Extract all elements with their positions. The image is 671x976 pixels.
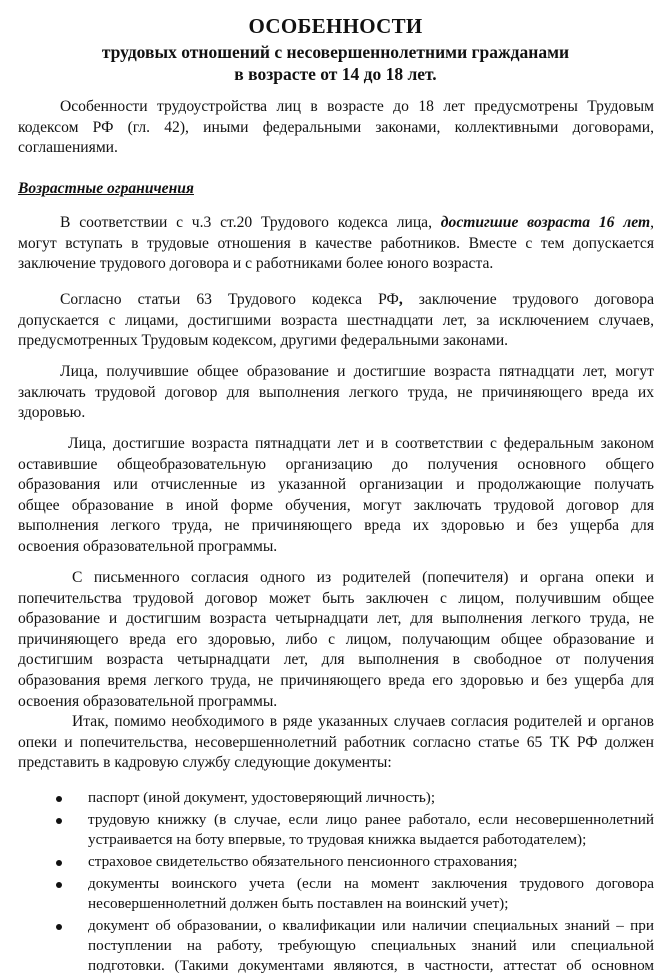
intro-paragraph — [18, 97, 654, 159]
bullet-icon — [56, 882, 62, 888]
paragraph-age-14-consent — [18, 568, 654, 712]
list-item-line: трудовую книжку (в случае, если лицо ранее работало, если несовершеннолетний — [88, 811, 654, 828]
text-run: В соответствии с ч.3 ст.20 Трудового кодекса лица, — [60, 214, 441, 231]
list-item-text — [88, 916, 654, 976]
paragraph-age-15-educated — [18, 362, 654, 424]
list-item-text — [88, 852, 654, 872]
paragraph-line: общее образование в иной форме обучения, могут заключать трудовой договор для — [18, 496, 654, 514]
paragraph-line: образование и достигшим возраста четырнадцати лет, для выполнения легкого труда, не — [18, 610, 654, 628]
section-heading-age-limits: Возрастные ограничения — [18, 180, 194, 197]
list-item-line: поступлении на работу, требующую специальных знаний или специальной — [88, 937, 654, 954]
intro-line: соглашениями. — [18, 139, 118, 157]
list-item-text — [88, 788, 654, 808]
bullet-icon — [56, 860, 62, 866]
intro-line: кодексом РФ (гл. 42), иными федеральными законами, коллективными договорами, — [18, 118, 654, 136]
paragraph-line: достигшим возраста четырнадцати лет, для выполнения в свободное от получения — [18, 651, 654, 669]
text-run: , — [650, 214, 654, 231]
bullet-icon — [56, 818, 62, 824]
paragraph-line: заключение трудового договора и с работниками более юного возраста. — [18, 255, 494, 273]
list-item-line: подготовки. (Такими документами являются, в частности, аттестат об основном — [88, 957, 654, 974]
paragraph-article-63 — [18, 290, 654, 352]
paragraph-line: попечительства трудовой договор может быть заключен с лицом, получившим общее — [18, 589, 654, 607]
paragraph-age-15-left-school — [18, 434, 654, 558]
paragraph-line: Итак, помимо необходимого в ряде указанных случаев согласия родителей и органов — [72, 713, 654, 730]
list-item-line: паспорт (иной документ, удостоверяющий личность); — [88, 789, 436, 806]
paragraph-line: С письменного согласия одного из родителей (попечителя) и органа опеки и — [72, 569, 654, 586]
paragraph-required-documents — [18, 712, 654, 774]
document-subtitle-line-2: в возрасте от 14 до 18 лет. — [234, 64, 437, 84]
paragraph-line — [18, 290, 654, 311]
bold-comma: , — [398, 291, 403, 308]
paragraph-line: образования или отчисленные из указанной организации и продолжающие получать — [18, 476, 654, 494]
list-item-line: устраивается на боту впервые, то трудовая книжка выдается работодателем); — [88, 831, 587, 848]
document-title: ОСОБЕННОСТИ — [248, 14, 423, 38]
list-item-line: страховое свидетельство обязательного пенсионного страхования; — [88, 853, 518, 870]
list-item-text — [88, 810, 654, 850]
paragraph-line: опеки и попечительства, несовершеннолетний работник согласно статье 65 ТК РФ должен — [18, 733, 654, 751]
paragraph-line: могут вступать в трудовые отношения в качестве работников. Вместе с тем допускается — [18, 234, 654, 252]
text-run: заключение трудового договора — [402, 291, 654, 308]
emphasis-age-16: достигшие возраста 16 лет — [440, 214, 651, 231]
paragraph-line: предусмотренных Трудовым кодексом, другими федеральными законами. — [18, 332, 509, 350]
paragraph-line: допускается с лицами, достигшими возраста шестнадцати лет, за исключением случаев, — [18, 311, 654, 329]
paragraph-line: образования время легкого труда, не причиняющего вреда его здоровью и без ущерба для — [18, 671, 654, 689]
paragraph-line — [18, 213, 654, 234]
intro-line: Особенности трудоустройства лиц в возрасте до 18 лет предусмотрены Трудовым — [60, 98, 654, 115]
bullet-icon — [56, 796, 62, 802]
paragraph-line: освоения образовательной программы. — [18, 692, 278, 710]
paragraph-line: заключать трудовой договор для выполнения легкого труда, не причиняющего вреда их — [18, 383, 654, 401]
bullet-icon — [56, 924, 62, 930]
paragraph-line: оставившие общеобразовательную организацию до получения основного общего — [18, 455, 654, 473]
list-item-line: несовершеннолетний должен быть поставлен на воинский учет); — [88, 895, 509, 912]
paragraph-age-16 — [18, 213, 654, 275]
list-item-text — [88, 874, 654, 914]
document-subtitle-line-1: трудовых отношений с несовершеннолетними гражданами — [101, 42, 570, 62]
paragraph-line: здоровью. — [18, 404, 86, 422]
list-item-line: документы воинского учета (если на момент заключения трудового договора — [88, 875, 654, 892]
paragraph-line: Лица, достигшие возраста пятнадцати лет и в соответствии с федеральным законом — [68, 435, 654, 452]
paragraph-line: освоения образовательной программы. — [18, 537, 278, 555]
paragraph-line: представить в кадровую службу следующие документы: — [18, 754, 392, 772]
paragraph-line: Лица, получившие общее образование и достигшие возраста пятнадцати лет, могут — [60, 363, 654, 380]
text-run: Согласно статьи 63 Трудового кодекса РФ — [60, 291, 399, 308]
paragraph-line: причиняющего вреда его здоровью, либо с лицом, получающим общее образование и — [18, 630, 654, 648]
paragraph-line: выполнения легкого труда, не причиняющего вреда их здоровью и без ущерба для — [18, 517, 654, 535]
list-item-line: документ об образовании, о квалификации или наличии специальных знаний – при — [88, 917, 654, 934]
